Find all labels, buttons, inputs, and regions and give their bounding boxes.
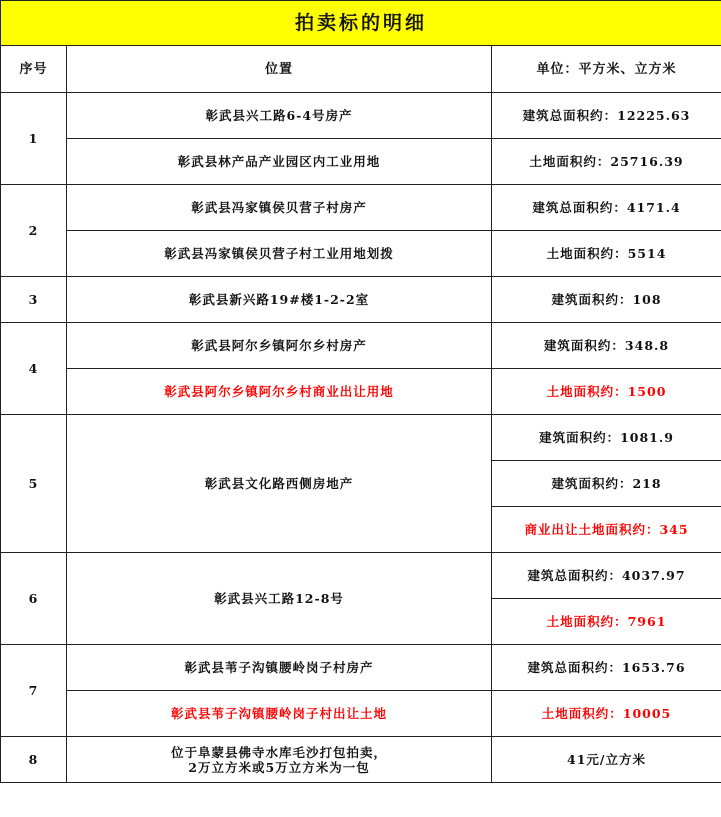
location-cell: 彰武县阿尔乡镇阿尔乡村房产: [67, 323, 492, 369]
row-number: 5: [1, 415, 67, 553]
area-cell: 41元/立方米: [492, 737, 721, 783]
location-cell: 彰武县兴工路12-8号: [67, 553, 492, 645]
table-row: [1, 93, 721, 139]
table-row: [1, 415, 721, 461]
table-row: [1, 185, 721, 231]
area-cell: 建筑面积约：108: [492, 277, 721, 323]
table-row: [1, 139, 721, 185]
location-cell: 彰武县新兴路19#楼1-2-2室: [67, 277, 492, 323]
table-row: [1, 691, 721, 737]
location-line-1: 位于阜蒙县佛寺水库毛沙打包拍卖，: [170, 744, 387, 760]
area-cell: 土地面积约：5514: [492, 231, 721, 277]
row-number: 8: [1, 737, 67, 783]
area-cell: 建筑总面积约：12225.63: [492, 93, 721, 139]
area-cell-highlight: 土地面积约：7961: [492, 599, 721, 645]
table-title: 拍卖标的明细: [1, 1, 721, 46]
location-line-2: 2万立方米或5万立方米为一包: [188, 759, 370, 775]
header-unit: 单位：平方米、立方米: [492, 46, 721, 93]
area-cell-highlight: 土地面积约：1500: [492, 369, 721, 415]
table-row: [1, 553, 721, 599]
row-number: 4: [1, 323, 67, 415]
area-cell: 建筑总面积约：4171.4: [492, 185, 721, 231]
location-cell-highlight: 彰武县阿尔乡镇阿尔乡村商业出让用地: [67, 369, 492, 415]
area-cell: 建筑面积约：348.8: [492, 323, 721, 369]
table-row: [1, 737, 721, 783]
location-cell-highlight: 彰武县苇子沟镇腰岭岗子村出让土地: [67, 691, 492, 737]
area-cell: 建筑总面积约：4037.97: [492, 553, 721, 599]
row-number: 6: [1, 553, 67, 645]
location-cell: 彰武县冯家镇侯贝营子村房产: [67, 185, 492, 231]
table-row: [1, 231, 721, 277]
location-cell: 彰武县冯家镇侯贝营子村工业用地划拨: [67, 231, 492, 277]
row-number: 2: [1, 185, 67, 277]
row-number: 3: [1, 277, 67, 323]
area-cell: 建筑总面积约：1653.76: [492, 645, 721, 691]
table-row: [1, 277, 721, 323]
table-row: [1, 645, 721, 691]
header-num: 序号: [1, 46, 67, 93]
header-row: [1, 46, 721, 93]
location-cell: 彰武县林产品产业园区内工业用地: [67, 139, 492, 185]
location-cell: 彰武县兴工路6-4号房产: [67, 93, 492, 139]
area-cell: 土地面积约：25716.39: [492, 139, 721, 185]
area-cell: 建筑面积约：1081.9: [492, 415, 721, 461]
area-cell: 建筑面积约：218: [492, 461, 721, 507]
row-number: 7: [1, 645, 67, 737]
location-cell: 彰武县文化路西侧房地产: [67, 415, 492, 553]
area-cell-highlight: 土地面积约：10005: [492, 691, 721, 737]
table-row: [1, 369, 721, 415]
table-row: [1, 323, 721, 369]
header-location: 位置: [67, 46, 492, 93]
row-number: 1: [1, 93, 67, 185]
location-cell: 彰武县苇子沟镇腰岭岗子村房产: [67, 645, 492, 691]
location-cell: [67, 737, 492, 783]
area-cell-highlight: 商业出让土地面积约：345: [492, 507, 721, 553]
